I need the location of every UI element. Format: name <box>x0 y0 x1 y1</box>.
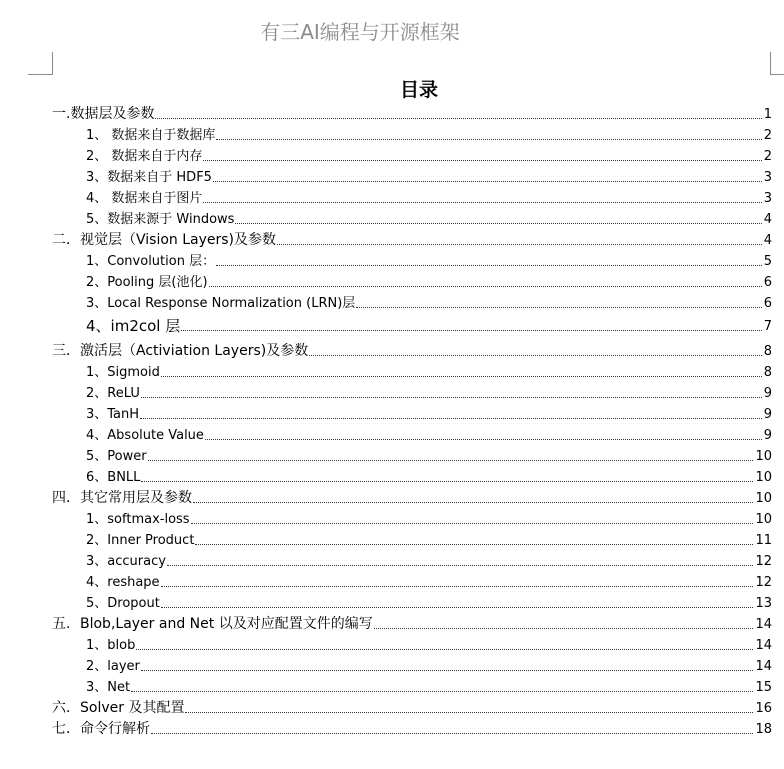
toc-entry-page: 2 <box>763 149 772 164</box>
toc-leader-dots <box>141 397 762 398</box>
toc-leader-dots <box>181 330 761 331</box>
toc-entry-label: 1、 数据来自于数据库 <box>86 128 216 143</box>
toc-entry[interactable] <box>86 291 772 312</box>
toc-leader-dots <box>185 712 753 713</box>
toc-leader-dots <box>277 244 762 245</box>
toc-leader-dots <box>216 139 761 140</box>
toc-entry-page: 7 <box>763 319 772 334</box>
toc-entry-label: 3、TanH <box>86 407 140 422</box>
toc-entry[interactable] <box>86 381 772 402</box>
toc-entry[interactable] <box>86 165 772 186</box>
toc-entry-label: 六．Solver 及其配置 <box>52 700 185 716</box>
toc-leader-dots <box>136 649 753 650</box>
toc-entry[interactable] <box>86 207 772 228</box>
toc-entry[interactable] <box>86 402 772 423</box>
toc-leader-dots <box>191 523 754 524</box>
toc-entry[interactable] <box>52 228 772 249</box>
toc-entry-label: 3、数据来自于 HDF5 <box>86 170 212 185</box>
toc-entry-page: 12 <box>755 575 772 590</box>
toc-entry[interactable] <box>86 360 772 381</box>
toc-leader-dots <box>205 439 762 440</box>
toc-entry-label: 1、Convolution 层： <box>86 254 216 269</box>
toc-leader-dots <box>141 481 753 482</box>
toc-leader-dots <box>235 223 761 224</box>
toc-entry[interactable] <box>86 528 772 549</box>
toc-entry-label: 1、blob <box>86 638 136 653</box>
toc-entry-label: 5、数据来源于 Windows <box>86 212 235 227</box>
toc-entry-label: 2、layer <box>86 659 140 674</box>
toc-entry[interactable] <box>86 633 772 654</box>
toc-entry-label: 3、Net <box>86 680 131 695</box>
toc-entry[interactable] <box>86 270 772 291</box>
toc-leader-dots <box>155 118 761 119</box>
toc-entry-page: 8 <box>763 344 772 359</box>
toc-entry-page: 12 <box>755 554 772 569</box>
toc-entry[interactable] <box>86 654 772 675</box>
toc-entry[interactable] <box>86 549 772 570</box>
toc-leader-dots <box>356 307 761 308</box>
toc-leader-dots <box>167 565 754 566</box>
toc-entry[interactable] <box>86 591 772 612</box>
toc-leader-dots <box>209 286 762 287</box>
toc-leader-dots <box>213 181 762 182</box>
toc-entry-page: 9 <box>763 428 772 443</box>
toc-entry-page: 8 <box>763 365 772 380</box>
toc-entry[interactable] <box>86 444 772 465</box>
toc-entry[interactable] <box>86 675 772 696</box>
toc-entry[interactable] <box>86 123 772 144</box>
toc-leader-dots <box>161 586 754 587</box>
toc-leader-dots <box>151 733 753 734</box>
toc-entry-label: 4、Absolute Value <box>86 428 204 443</box>
toc-leader-dots <box>203 160 761 161</box>
toc-entry-page: 4 <box>763 212 772 227</box>
toc-entry-label: 3、Local Response Normalization (LRN)层 <box>86 296 356 311</box>
toc-entry[interactable] <box>86 507 772 528</box>
crop-mark-left <box>28 52 53 75</box>
toc-leader-dots <box>148 460 754 461</box>
toc-entry-page: 9 <box>763 386 772 401</box>
toc-entry-label: 五．Blob,Layer and Net 以及对应配置文件的编写 <box>52 616 373 632</box>
toc-entry[interactable] <box>52 612 772 633</box>
toc-entry-label: 2、Inner Product <box>86 533 195 548</box>
toc-leader-dots <box>216 265 762 266</box>
toc-entry-label: 2、ReLU <box>86 386 140 401</box>
toc-entry-label: 6、BNLL <box>86 470 141 485</box>
toc-entry-page: 2 <box>763 128 772 143</box>
toc-entry[interactable] <box>86 465 772 486</box>
toc-leader-dots <box>374 628 754 629</box>
toc-entry-page: 16 <box>755 701 772 716</box>
toc-entry-page: 10 <box>755 449 772 464</box>
toc-entry-label: 七．命令行解析 <box>52 721 150 737</box>
toc-entry[interactable] <box>52 696 772 717</box>
toc-leader-dots <box>131 691 753 692</box>
toc-entry-label: 2、 数据来自于内存 <box>86 149 203 164</box>
toc-entry-page: 11 <box>755 533 772 548</box>
toc-entry-label: 1、Sigmoid <box>86 365 160 380</box>
toc-entry-label: 5、Dropout <box>86 596 160 611</box>
toc-entry-page: 10 <box>755 470 772 485</box>
toc-entry-page: 5 <box>763 254 772 269</box>
toc-entry[interactable] <box>52 717 772 738</box>
toc-entry-page: 3 <box>763 191 772 206</box>
toc-entry[interactable] <box>52 339 772 360</box>
toc-entry-page: 13 <box>755 596 772 611</box>
toc-entry-label: 1、softmax-loss <box>86 512 190 527</box>
toc-leader-dots <box>309 355 762 356</box>
toc-entry[interactable] <box>52 486 772 507</box>
toc-leader-dots <box>140 418 762 419</box>
toc-entry[interactable] <box>86 249 772 270</box>
toc-entry-label: 4、im2col 层 <box>86 317 181 335</box>
toc-entry-page: 14 <box>755 659 772 674</box>
toc-entry-page: 14 <box>755 638 772 653</box>
toc-leader-dots <box>203 202 761 203</box>
toc-entry[interactable] <box>52 102 772 123</box>
toc-entry-label: 2、Pooling 层(池化) <box>86 275 208 290</box>
toc-entry-page: 18 <box>755 722 772 737</box>
toc-entry-page: 10 <box>755 491 772 506</box>
toc-entry-page: 14 <box>755 617 772 632</box>
toc-entry-label: 四．其它常用层及参数 <box>52 490 192 506</box>
toc-entry-label: 一.数据层及参数 <box>52 106 155 122</box>
toc-entry-page: 15 <box>755 680 772 695</box>
toc-entry-page: 6 <box>763 296 772 311</box>
toc-entry[interactable] <box>86 186 772 207</box>
toc-entry[interactable] <box>86 570 772 591</box>
toc-leader-dots <box>141 670 754 671</box>
toc-entry-page: 6 <box>763 275 772 290</box>
toc-entry-label: 三．激活层（Activiation Layers)及参数 <box>52 343 309 359</box>
page-header-title: 有三AI编程与开源框架 <box>260 20 460 44</box>
toc-entry-label: 4、reshape <box>86 575 160 590</box>
toc-entry-label: 5、Power <box>86 449 147 464</box>
toc-leader-dots <box>161 376 762 377</box>
toc-entry-page: 9 <box>763 407 772 422</box>
toc-title: 目录 <box>399 79 438 101</box>
toc-leader-dots <box>195 544 753 545</box>
toc-entry-page: 4 <box>763 233 772 248</box>
toc-entry[interactable] <box>86 314 772 335</box>
toc-entry-page: 3 <box>763 170 772 185</box>
toc-entry[interactable] <box>86 144 772 165</box>
crop-mark-right <box>770 52 784 75</box>
toc-entry-label: 3、accuracy <box>86 554 166 569</box>
toc-leader-dots <box>193 502 753 503</box>
toc-leader-dots <box>161 607 754 608</box>
toc-entry-page: 10 <box>755 512 772 527</box>
toc-entry-label: 二．视觉层（Vision Layers)及参数 <box>52 232 277 248</box>
toc-entry-page: 1 <box>763 107 772 122</box>
toc-entry-label: 4、 数据来自于图片 <box>86 191 203 206</box>
toc-entry[interactable] <box>86 423 772 444</box>
